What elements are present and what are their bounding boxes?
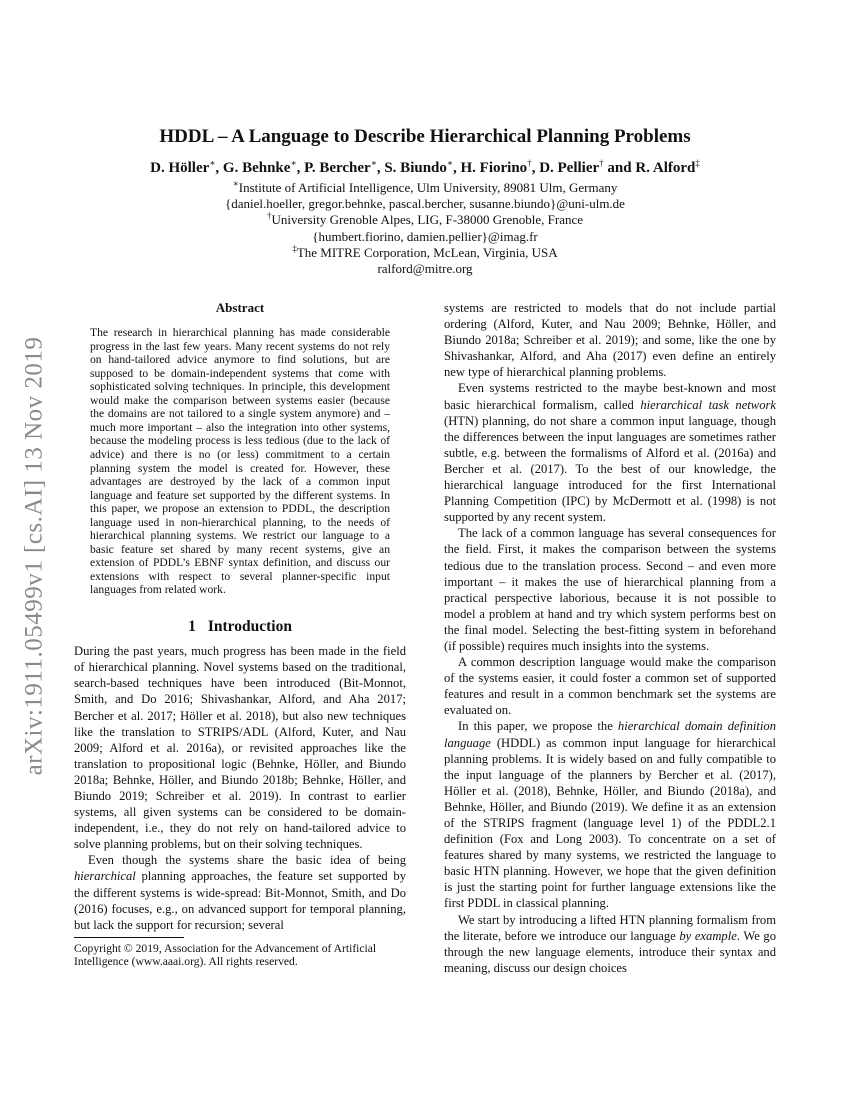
paragraph-text: The lack of a common language has several consequences for the field. First, it makes the comparison between the systems tedious due to the translation process. Second – and even more important – it makes the use of hierarchical planning from a practical perspective laborious, because it is not possible to model a problem at hand and try which system performs best on the final model. Selecting the best-fitting system in beforehand (if possible) requires much insights into the systems.: [444, 526, 776, 653]
section-title: Introduction: [207, 618, 292, 636]
body-paragraph: [444, 525, 776, 654]
paragraph-text: In this paper, we propose the: [458, 719, 618, 734]
author-name: H. Fiorino: [460, 160, 528, 176]
section-number: 1: [188, 618, 196, 636]
author-name: D. Höller: [150, 160, 210, 176]
affiliation-mark: ‡: [292, 243, 297, 254]
author-list: [60, 160, 790, 177]
affiliation-text: {humbert.fiorino, damien.pellier}@imag.fr: [312, 228, 538, 244]
paragraph-text: systems are restricted to models that do not include partial ordering (Alford, Kuter, and Nau 2009; Behnke, Höller, and Biundo 2018a; Schreiber et al. 2019); and some, like the one by Shivashankar, Alford, and Aha (2017) even define an entirely new type of hierarchical planning problems.: [444, 301, 776, 380]
author-separator: ,: [531, 160, 540, 176]
author-name: P. Bercher: [304, 160, 371, 176]
author-name: G. Behnke: [222, 160, 291, 176]
paragraph-text: (HDDL) as common input language for hierarchical planning problems. It is widely based on and fully compatible to the input language of the planners by Bercher et al. (2017), Höller et al. (2018), Behnke, Höller, and Biundo (2018a), and Behnke, Höller, and Biundo (2019). We define it as an extension of the STRIPS fragment (language level 1) of the PDDL2.1 definition (Fox and Long 2003). To concentrate on a set of features shared by many systems, we restricted the language to basic HTN planning. However, we hope that the given definition is just the starting point for further language extensions like the first PDDL in classical planning.: [444, 735, 776, 911]
right-column: [444, 300, 776, 976]
affiliation-text: {daniel.hoeller, gregor.behnke, pascal.bercher, susanne.biundo}@uni-ulm.de: [225, 196, 625, 212]
author-affiliation-mark: ∗: [446, 158, 454, 168]
paragraph-text: A common description language would make the comparison of the systems easier, it could foster a common set of supported features and result in a common benchmark set the systems are evaluated on.: [444, 655, 776, 718]
left-column: [74, 300, 406, 969]
author-name: S. Biundo: [384, 160, 447, 176]
author-affiliation-mark: ‡: [695, 158, 700, 168]
body-paragraph: [444, 912, 776, 976]
affiliation-text: ralford@mitre.org: [377, 261, 473, 277]
author-affiliation-mark: ∗: [209, 158, 216, 168]
paragraph-text: . We go through the new language elements, introduce their syntax and meaning, discuss our design choices: [444, 928, 776, 975]
paragraph-text: We start by introducing a lifted HTN planning formalism from the literate, before we introduce our language: [444, 912, 776, 943]
author-separator: ,: [453, 160, 461, 176]
affiliation-line: [60, 245, 790, 261]
author-separator: ,: [296, 160, 305, 176]
author-name: R. Alford: [635, 160, 696, 176]
author-separator: ,: [376, 160, 385, 176]
affiliation-mark: ∗: [232, 178, 239, 189]
affiliation-mark: †: [266, 211, 272, 222]
paragraph-text: During the past years, much progress has been made in the field of hierarchical planning. Novel systems based on the traditional, search-based techniques have been introduced (Bit-Monnot, Smith, and Do 2016; Shivashankar, Alford, and Aha 2017; Bercher et al. 2017; Höller et al. 2018), but also new techniques like the translation to STRIPS/ADL (Alford, Kuter, and Nau 2009; Alford et al. 2016a), or revisited approaches like the translation to propositional logic (Behnke, Höller, and Biundo 2018a; Behnke, Höller, and Biundo 2018b; Behnke, Höller, and Biundo 2019; Schreiber et al. 2019). In contrast to earlier systems, all given systems can be considered to be domain-independent, i.e., they do not rely on hand-tailored advice to solve planning problems, but on their solving techniques.: [74, 644, 406, 852]
footnote-rule: [74, 937, 184, 938]
emphasized-text: hierarchical task network: [640, 397, 776, 412]
body-paragraph: [444, 300, 776, 380]
body-paragraph: [444, 718, 776, 911]
left-body: [74, 643, 406, 933]
author-affiliation-mark: †: [599, 158, 604, 168]
paragraph-text: (HTN) planning, do not share a common input language, though the differences between the input languages are sometimes rather subtle, e.g. between the formalisms of Alford et al. (2016a) and Bercher et al. (2017). To the best of our knowledge, the hierarchical language introduced for the first International Planning Competition (IPC) by McDermott et al. (1998) is not supported by any recent system.: [444, 413, 776, 525]
author-name: D. Pellier: [539, 160, 600, 176]
affiliation-line: [60, 229, 790, 245]
emphasized-text: hierarchical: [74, 869, 136, 884]
copyright-footnote: Copyright © 2019, Association for the Advancement of Artificial Intelligence (www.aaai.org). All rights reserved.: [74, 941, 377, 969]
right-body: [444, 300, 776, 976]
emphasized-text: by example: [679, 928, 737, 943]
affiliation-text: The MITRE Corporation, McLean, Virginia, USA: [296, 244, 558, 260]
author-separator: ,: [215, 160, 223, 176]
author-affiliation-mark: ∗: [370, 158, 377, 168]
body-paragraph: [74, 852, 406, 932]
author-affiliation-mark: †: [527, 158, 532, 168]
paragraph-text: Even though the systems share the basic idea of being: [88, 853, 406, 868]
arxiv-identifier: arXiv:1911.05499v1 [cs.AI] 13 Nov 2019: [20, 336, 48, 776]
section-heading: [74, 619, 406, 635]
body-paragraph: [444, 380, 776, 525]
arxiv-side-stamp: [14, 296, 54, 816]
affiliation-line: [60, 196, 790, 212]
abstract-text: The research in hierarchical planning has made considerable progress in the last few years. Many recent systems do not rely on hand-tailored advice anymore to find solutions, but are supposed to be domain-independent systems that come with sophisticated solving techniques. In principle, this development would make the comparison between systems easier (because the domains are not tailored to a single system anymore) and – much more important – also the integration into other systems, because the modeling process is less tedious (due to the lack of advice) and there is no (or less) commitment to a certain planning system the model is created for. However, these advantages are destroyed by the lack of a common input language and feature set supported by the different systems. In this paper, we propose an extension to PDDL, the description language used in non-hierarchical planning, to the needs of hierarchical planning systems. We restrict our language to a basic feature set shared by many recent systems, give an extension of PDDL’s EBNF syntax definition, and discuss our extensions with respect to several planner-specific input languages from related work.: [90, 326, 390, 597]
affiliations: [60, 180, 790, 277]
affiliation-text: Institute of Artificial Intelligence, Ulm University, 89081 Ulm, Germany: [238, 180, 618, 195]
paragraph-text: Even systems restricted to the maybe best-known and most basic hierarchical formalism, called: [444, 381, 776, 412]
emphasized-text: hierarchical domain definition language: [444, 719, 776, 750]
affiliation-line: [60, 180, 790, 196]
body-paragraph: [444, 654, 776, 718]
paper-title: HDDL – A Language to Describe Hierarchical Planning Problems: [159, 126, 691, 147]
body-paragraph: [74, 643, 406, 852]
paragraph-text: planning approaches, the feature set supported by the different systems is wide-spread: Bit-Monnot, Smith, and Do (2016) focuses, e.g., on advanced support for temporal planning, but lack the support for recursion; several: [74, 869, 406, 932]
affiliation-text: University Grenoble Alpes, LIG, F-38000 Grenoble, France: [271, 212, 584, 228]
affiliation-line: [60, 212, 790, 228]
author-affiliation-mark: ∗: [290, 158, 297, 168]
author-separator: and: [603, 160, 636, 176]
abstract-heading: Abstract: [215, 300, 265, 315]
affiliation-line: [60, 261, 790, 277]
